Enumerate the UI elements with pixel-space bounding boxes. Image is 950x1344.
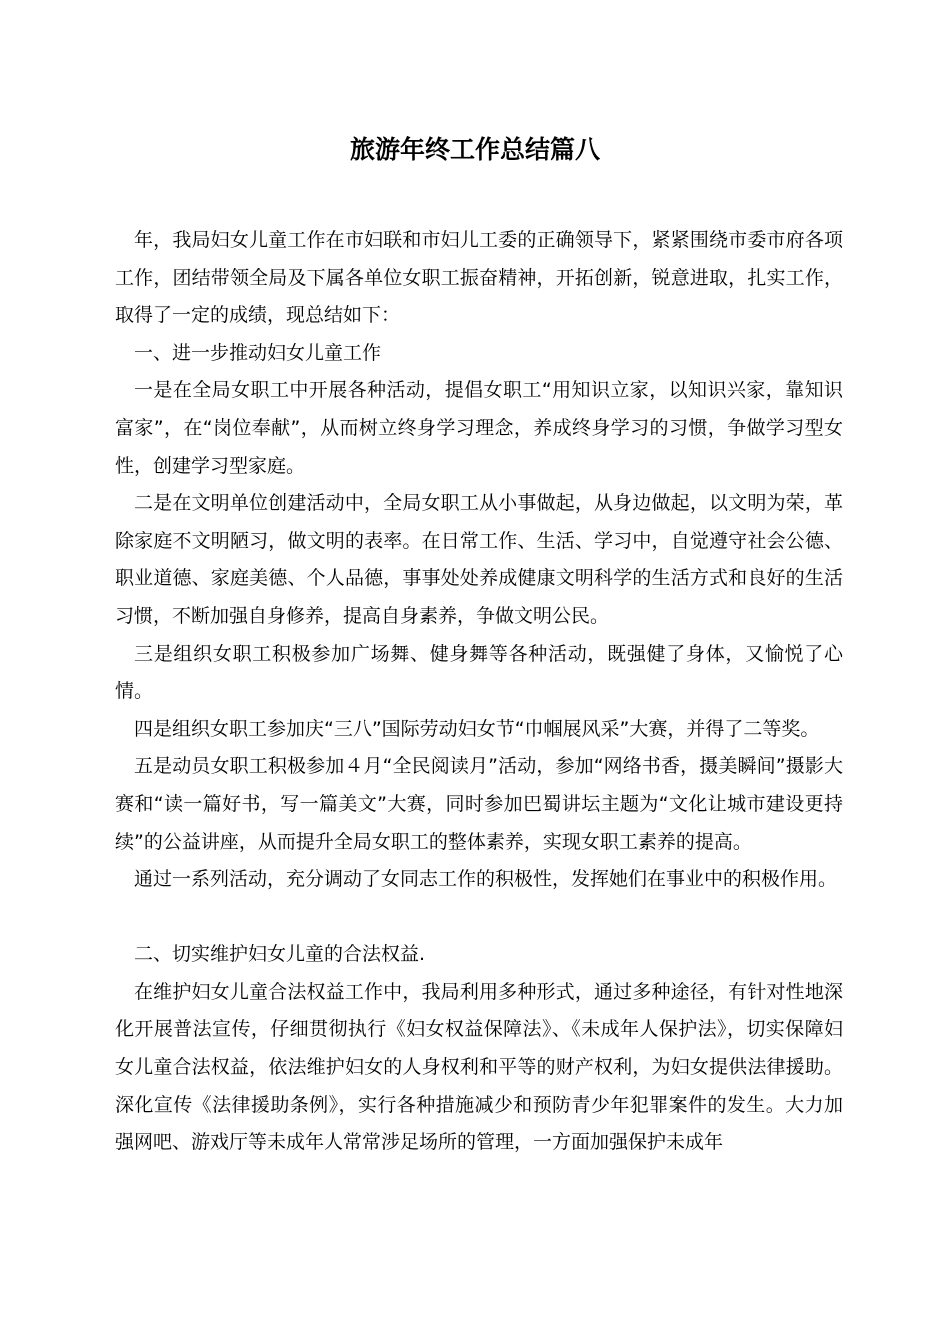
paragraph-item-1: 一是在全局女职工中开展各种活动，提倡女职工“用知识立家，以知识兴家，靠知识富家”，在“岗位奉献”，从而树立终身学习理念，养成终身学习的习惯，争做学习型女性，创建学习型家庭。 bbox=[115, 379, 843, 477]
paragraph-item-5: 五是动员女职工积极参加４月“全民阅读月”活动，参加“网络书香，摄美瞬间”摄影大赛和“读一篇好书，写一篇美文”大赛，同时参加巴蜀讲坛主题为“文化让城市建设更持续”的公益讲座，从而提升全局女职工的整体素养，实现女职工素养的提高。 bbox=[115, 755, 843, 853]
section-heading-2: 二、切实维护妇女儿童的合法权益. bbox=[134, 943, 426, 966]
document-body bbox=[115, 222, 843, 1162]
paragraph-item-2: 二是在文明单位创建活动中，全局女职工从小事做起，从身边做起，以文明为荣，革除家庭不文明陋习，做文明的表率。在日常工作、生活、学习中，自觉遵守社会公德、职业道德、家庭美德、个人品德，事事处处养成健康文明科学的生活方式和良好的生活习惯，不断加强自身修养，提高自身素养，争做文明公民。 bbox=[115, 492, 843, 627]
paragraph-intro: 年，我局妇女儿童工作在市妇联和市妇儿工委的正确领导下，紧紧围绕市委市府各项工作，团结带领全局及下属各单位女职工振奋精神，开拓创新，锐意进取，扎实工作，取得了一定的成绩，现总结如下： bbox=[115, 229, 843, 327]
paragraph-item-4: 四是组织女职工参加庆“三八”国际劳动妇女节“巾帼展风采”大赛，并得了二等奖。 bbox=[134, 717, 820, 740]
section-heading-1: 一、进一步推动妇女儿童工作 bbox=[134, 341, 382, 364]
paragraph-spacer bbox=[115, 899, 843, 937]
document-title: 旅游年终工作总结篇八 bbox=[349, 135, 600, 164]
paragraph-item-3: 三是组织女职工积极参加广场舞、健身舞等各种活动，既强健了身体，又愉悦了心情。 bbox=[115, 642, 843, 703]
paragraph-rights: 在维护妇女儿童合法权益工作中，我局利用多种形式，通过多种途径，有针对性地深化开展普法宣传，仔细贯彻执行《妇女权益保障法》、《未成年人保护法》，切实保障妇女儿童合法权益，依法维护妇女的人身权利和平等的财产权利，为妇女提供法律援助。深化宣传《法律援助条例》，实行各种措施减少和预防青少年犯罪案件的发生。大力加强网吧、游戏厅等未成年人常常涉足场所的管理，一方面加强保护未成年 bbox=[115, 980, 843, 1154]
paragraph-summary: 通过一系列活动，充分调动了女同志工作的积极性，发挥她们在事业中的积极作用。 bbox=[134, 868, 838, 891]
